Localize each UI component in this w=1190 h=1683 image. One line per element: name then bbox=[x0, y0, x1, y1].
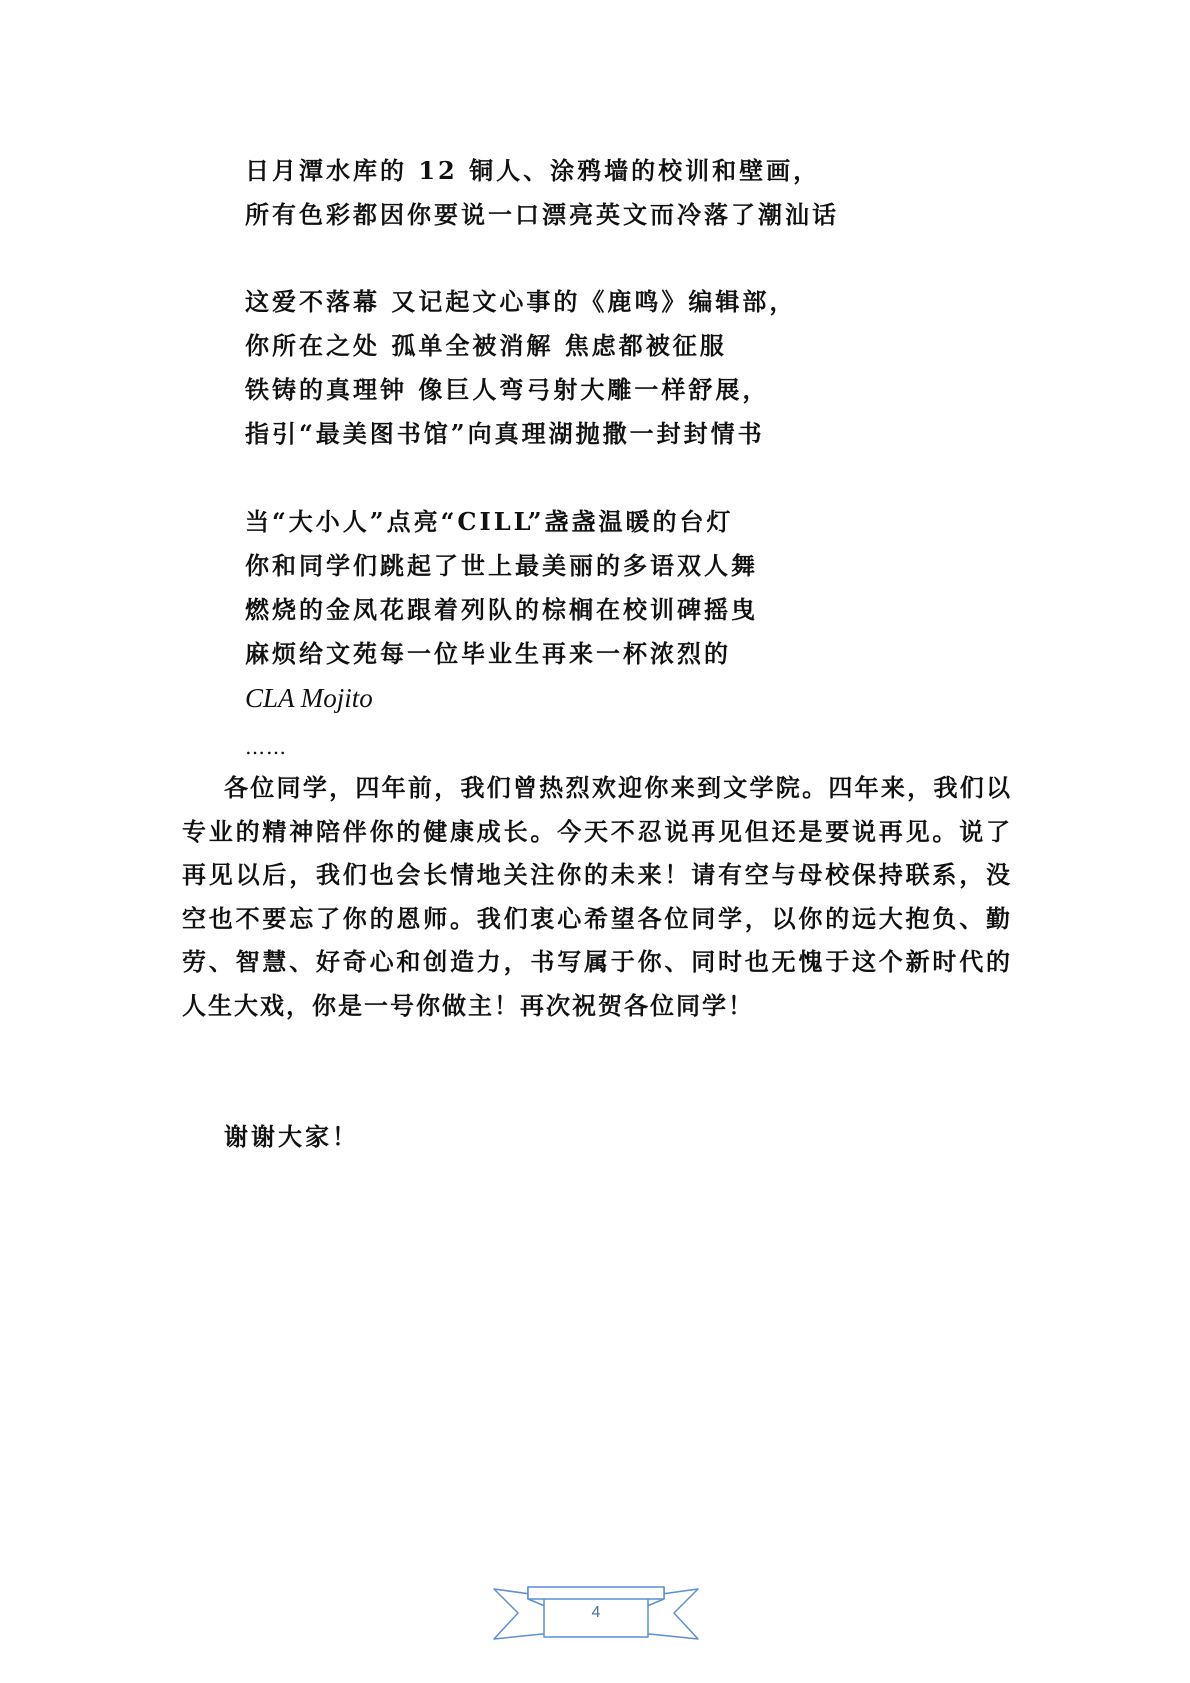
poem-line: 铁铸的真理钟 像巨人弯弓射大雕一样舒展， bbox=[245, 375, 770, 404]
poem-ellipsis: …… bbox=[245, 735, 287, 759]
speech-body bbox=[182, 766, 1012, 1028]
poem-line: 日月潭水库的 12 铜人、涂鸦墙的校训和壁画， bbox=[245, 156, 821, 185]
poem-line: 指引“最美图书馆”向真理湖抛撒一封封情书 bbox=[245, 419, 765, 448]
poem-line: 当“大小人”点亮“CILL”盏盏温暖的台灯 bbox=[245, 507, 734, 536]
poem-line: 这爱不落幕 又记起文心事的《鹿鸣》编辑部， bbox=[245, 287, 797, 316]
speech-paragraph: 各位同学，四年前，我们曾热烈欢迎你来到文学院。四年来，我们以专业的精神陪伴你的健康成长。今天不忍说再见但还是要说再见。说了再见以后，我们也会长情地关注你的未来！请有空与母校保持联系，没空也不要忘了你的恩师。我们衷心希望各位同学，以你的远大抱负、勤劳、智慧、好奇心和创造力，书写属于你、同时也无愧于这个新时代的人生大戏，你是一号你做主！再次祝贺各位同学！ bbox=[182, 773, 1012, 1020]
poem-line: 燃烧的金凤花跟着列队的棕榈在校训碑摇曳 bbox=[245, 595, 758, 624]
poem-line: 你所在之处 孤单全被消解 焦虑都被征服 bbox=[245, 331, 727, 360]
closing-line: 谢谢大家！ bbox=[224, 1122, 359, 1151]
page-number: 4 bbox=[591, 1604, 601, 1621]
page-number-ribbon bbox=[492, 1583, 700, 1643]
poem-line: 你和同学们跳起了世上最美丽的多语双人舞 bbox=[245, 551, 758, 580]
poem-latin-line: CLA Mojito bbox=[245, 683, 373, 713]
poem-line: 麻烦给文苑每一位毕业生再来一杯浓烈的 bbox=[245, 639, 731, 668]
poem-line: 所有色彩都因你要说一口漂亮英文而冷落了潮汕话 bbox=[245, 200, 839, 229]
